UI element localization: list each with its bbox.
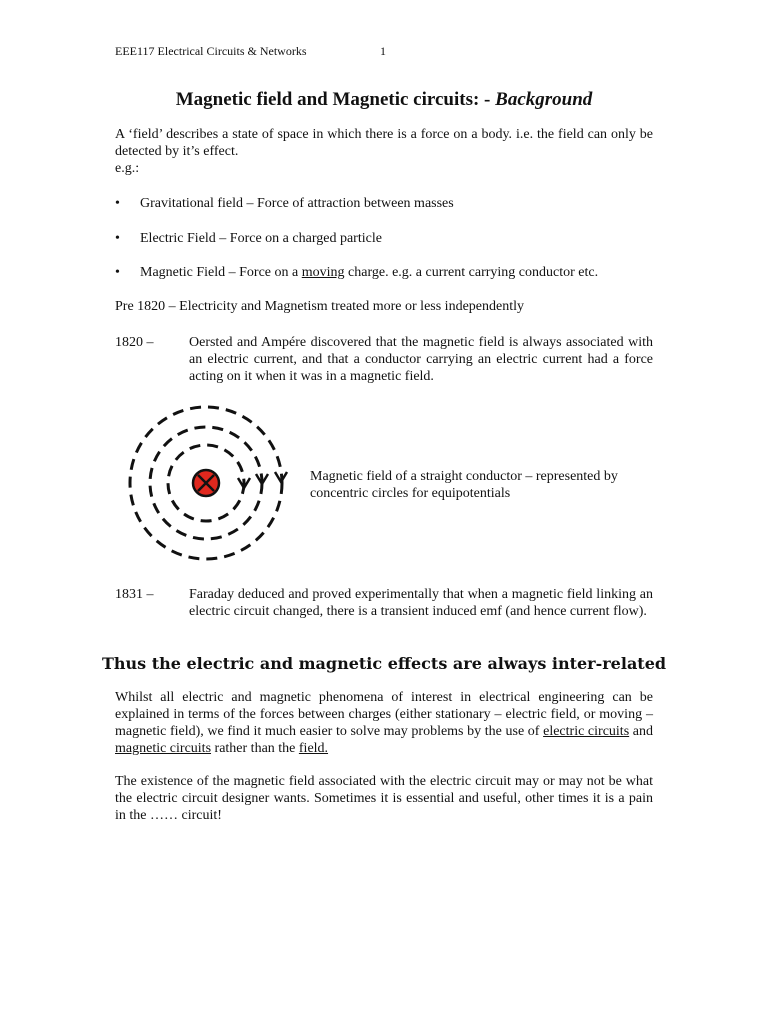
term-magnetic-circuits: magnetic circuits bbox=[115, 741, 212, 756]
bullet-icon: • bbox=[115, 231, 120, 246]
history-year: 1820 – bbox=[115, 335, 154, 350]
history-text: Oersted and Ampére discovered that the magnetic field is always associated with an electric current, and that a conductor carrying an electric current had a force acting on it when it was in a magnetic field. bbox=[189, 335, 653, 384]
header-page-number: 1 bbox=[380, 44, 386, 58]
bullet-underlined-word: moving bbox=[301, 265, 345, 280]
figure-caption: Magnetic field of a straight conductor – represented by concentric circles for equipotentials bbox=[310, 469, 618, 501]
magnetic-field-diagram bbox=[115, 402, 305, 562]
conductor-into-page-icon bbox=[193, 470, 219, 496]
intro-eg: e.g.: bbox=[115, 161, 140, 176]
bullet-text bbox=[140, 264, 598, 281]
history-text: Faraday deduced and proved experimentally that when a magnetic field linking an electric circuit changed, there is a transient induced emf (and hence current flow). bbox=[189, 587, 653, 619]
paragraph-text: and bbox=[629, 724, 653, 739]
bullet-icon: • bbox=[115, 196, 120, 211]
bullet-text-pre: Magnetic Field – Force on a bbox=[140, 265, 302, 280]
intro-line: A ‘field’ describes a state of space in which there is a force on a body. i.e. the field can only be detected by it’s effect. bbox=[115, 127, 653, 159]
term-field: field. bbox=[298, 741, 329, 756]
paragraph-circuits bbox=[115, 689, 653, 757]
intro-paragraph bbox=[115, 126, 653, 177]
title-emphasis: Background bbox=[495, 89, 593, 110]
bullet-text: Electric Field – Force on a charged particle bbox=[140, 231, 382, 246]
section-heading: Thus the electric and magnetic effects are always inter-related bbox=[101, 654, 667, 673]
bullet-text: Gravitational field – Force of attraction between masses bbox=[140, 196, 454, 211]
history-year: 1831 – bbox=[115, 587, 154, 602]
paragraph-existence: The existence of the magnetic field associated with the electric circuit may or may not be what the electric circuit designer wants. Sometimes it is essential and useful, other times it is a pain in the …… circuit! bbox=[115, 774, 653, 823]
title-main: Magnetic field and Magnetic circuits: - bbox=[175, 89, 496, 110]
paragraph-text: Whilst all electric and magnetic phenomena of interest in electrical engineering can be explained in terms of the forces between charges (either stationary – electric field, or moving – magnetic field), we find it much easier to solve may problems by the use of bbox=[115, 690, 653, 739]
bullet-icon: • bbox=[115, 265, 120, 280]
bullet-text-post: charge. e.g. a current carrying conductor etc. bbox=[344, 265, 599, 280]
page-title bbox=[0, 89, 768, 111]
pre-1820-line: Pre 1820 – Electricity and Magnetism treated more or less independently bbox=[115, 299, 524, 314]
header-course-title: EEE117 Electrical Circuits & Networks bbox=[115, 44, 307, 58]
term-electric-circuits: electric circuits bbox=[543, 724, 630, 739]
paragraph-text: rather than the bbox=[211, 741, 299, 756]
